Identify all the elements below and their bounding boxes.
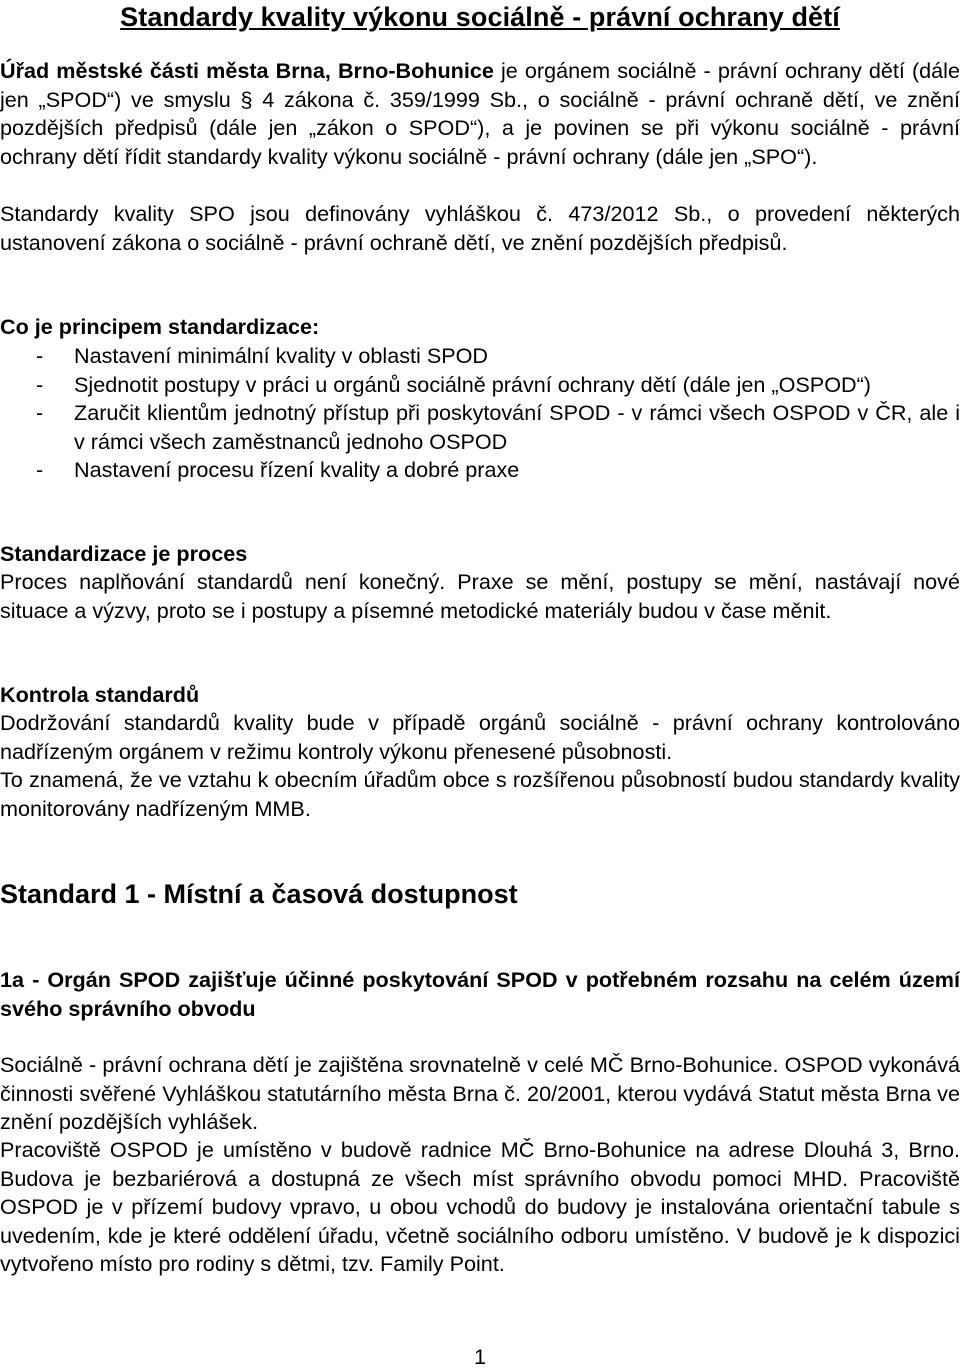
list-item-text: Zaručit klientům jednotný přístup při poskytování SPOD - v rámci všech OSPOD v ČR, ale i v rámci všech zaměstnanců jednoho OSPOD — [74, 400, 960, 454]
process-heading: Standardizace je proces — [0, 541, 248, 566]
intro-text: je orgánem sociálně - právní ochrany dětí (dále jen „SPOD“) ve smyslu § 4 zákona č. 359/1999 Sb., o sociálně - právní ochraně dětí, ve znění pozdějších předpisů (dále jen „zákon o SPOD“), a je povinen se při výkonu sociálně - právní ochrany dětí řídit standardy kvality výkonu sociálně - právní ochrany (dále jen „SPO“). — [0, 58, 960, 169]
intro-paragraph-2: Standardy kvality SPO jsou definovány vyhláškou č. 473/2012 Sb., o provedení některých ustanovení zákona o sociálně - právní ochraně dětí, ve znění pozdějších předpisů. — [0, 201, 960, 255]
intro-bold-lead: Úřad městské části města Brna, Brno-Bohunice — [0, 58, 494, 83]
list-dash: - — [36, 400, 44, 425]
list-dash: - — [36, 371, 44, 397]
list-dash: - — [36, 457, 44, 482]
standard-1-heading: Standard 1 - Místní a časová dostupnost — [0, 879, 518, 909]
standard-1a-paragraph-1: Sociálně - právní ochrana dětí je zajištěna srovnatelně v celé MČ Brno-Bohunice. OSPOD vykonává činnosti svěřené Vyhláškou statutárního města Brna č. 20/2001, kterou vydává Statut města Brna ve znění pozdějších vyhlášek. — [0, 1052, 960, 1134]
control-paragraph-2: To znamená, že ve vztahu k obecním úřadům obce s rozšířenou působností budou standardy kvality monitorovány nadřízeným MMB. — [0, 767, 960, 821]
list-item-text: Sjednotit postupy v práci u orgánů sociálně právní ochrany dětí (dále jen „OSPOD“) — [74, 371, 871, 397]
list-dash: - — [36, 343, 44, 368]
process-paragraph: Proces naplňování standardů není konečný. Praxe se mění, postupy se mění, nastávají nové situace a výzvy, proto se i postupy a písemné metodické materiály budou v čase měnit. — [0, 569, 960, 623]
list-item-text: Nastavení procesu řízení kvality a dobré praxe — [74, 457, 520, 482]
principle-list — [0, 342, 960, 485]
standard-1a-paragraph-2: Pracoviště OSPOD je umístěno v budově radnice MČ Brno-Bohunice na adrese Dlouhá 3, Brno. Budova je bezbariérová a dostupná ze všech míst správního obvodu pomoci MHD. Pracoviště OSPOD je v přízemí budovy vpravo, u obou vchodů do budovy je instalována orientační tabule s uvedením, kde je které oddělení úřadu, včetně sociálního odboru umístěno. V budově je k dispozici vytvořeno místo pro rodiny s dětmi, tzv. Family Point. — [0, 1137, 960, 1276]
list-item-text: Nastavení minimální kvality v oblasti SPOD — [74, 343, 489, 368]
list-item — [0, 399, 960, 456]
principle-heading: Co je principem standardizace: — [0, 314, 320, 339]
list-item — [0, 342, 960, 371]
document-title: Standardy kvality výkonu sociálně - právní ochrany dětí — [120, 2, 840, 32]
intro-paragraph — [0, 57, 960, 171]
control-paragraph: Dodržování standardů kvality bude v případě orgánů sociálně - právní ochrany kontrolováno nadřízeným orgánem v režimu kontroly výkonu přenesené působnosti. — [0, 710, 960, 764]
list-item — [0, 456, 960, 485]
page-number: 1 — [473, 1344, 486, 1369]
standard-1a-heading: 1a - Orgán SPOD zajišťuje účinné poskytování SPOD v potřebném rozsahu na celém území svého správního obvodu — [0, 967, 960, 1021]
list-item — [0, 371, 960, 400]
control-heading: Kontrola standardů — [0, 682, 200, 707]
